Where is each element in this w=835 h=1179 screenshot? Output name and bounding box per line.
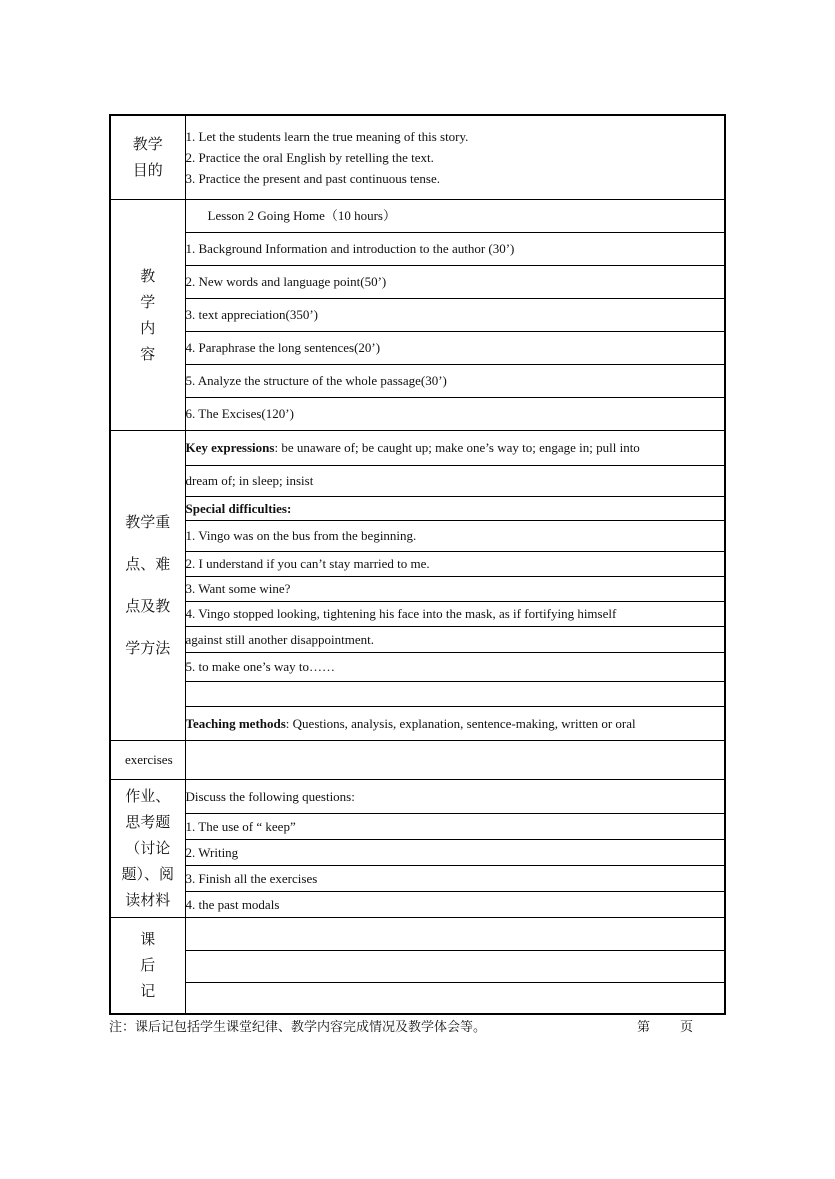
content-item: 5. Analyze the structure of the whole passage(30’): [185, 364, 725, 397]
difficulty-item: 1. Vingo was on the bus from the beginning.: [185, 520, 725, 551]
difficulty-item: 4. Vingo stopped looking, tightening his face into the mask, as if fortifying himself: [185, 601, 725, 626]
homework-item: 4. the past modals: [185, 891, 725, 917]
afterword-label: 课 后 记: [110, 917, 185, 1014]
key-expressions-title: Key expressions: [185, 440, 275, 455]
key-expressions-continued: dream of; in sleep; insist: [185, 465, 725, 496]
key-expressions: [185, 430, 725, 465]
page-number-prefix: 第: [637, 1020, 651, 1035]
objective-item: 3. Practice the present and past continuous tense.: [185, 170, 441, 186]
empty-cell: [185, 681, 725, 706]
content-header: Lesson 2 Going Home（10 hours）: [185, 199, 725, 232]
difficulty-item: 2. I understand if you can’t stay married to me.: [185, 551, 725, 576]
homework-label: 作业、 思考题 （讨论 题）、阅 读材料: [110, 779, 185, 917]
difficulty-item: 3. Want some wine?: [185, 576, 725, 601]
content-row: [110, 199, 725, 232]
key-points-row: [110, 430, 725, 465]
difficulty-item-continued: against still another disappointment.: [185, 626, 725, 652]
homework-item: 2. Writing: [185, 839, 725, 865]
teaching-methods-continued: exercises: [110, 740, 185, 779]
homework-item: 1. The use of “ keep”: [185, 813, 725, 839]
afterword-line: [185, 982, 725, 1014]
teaching-methods-text: : Questions, analysis, explanation, sentence-making, written or oral: [285, 715, 636, 731]
afterword-line: [185, 917, 725, 950]
footer-note: 注：课后记包括学生课堂纪律、教学内容完成情况及教学体会等。: [109, 1020, 487, 1035]
key-expressions-text: : be unaware of; be caught up; make one’s way to; engage in; pull into: [274, 440, 640, 455]
objectives-label: 教学 目的: [110, 115, 185, 199]
objectives-row: [110, 115, 725, 199]
afterword-line: [185, 950, 725, 982]
content-item: 1. Background Information and introduction to the author (30’): [185, 232, 725, 265]
objective-item: 2. Practice the oral English by retelling the text.: [185, 149, 434, 165]
teaching-methods: [185, 706, 725, 740]
page-number-suffix: 页: [680, 1020, 694, 1035]
difficulty-item: 5. to make one’s way to……: [185, 652, 725, 681]
content-item: 6. The Excises(120’): [185, 397, 725, 430]
homework-intro: Discuss the following questions:: [185, 779, 725, 813]
content-item: 3. text appreciation(350’): [185, 298, 725, 331]
key-points-label: 教学重 点、难 点及教 学方法: [110, 430, 185, 740]
content-item: 4. Paraphrase the long sentences(20’): [185, 331, 725, 364]
homework-item: 3. Finish all the exercises: [185, 865, 725, 891]
content-label: 教 学 内 容: [110, 199, 185, 430]
objective-item: 1. Let the students learn the true meaning of this story.: [185, 128, 469, 144]
special-difficulties-title: Special difficulties:: [185, 496, 725, 520]
content-item: 2. New words and language point(50’): [185, 265, 725, 298]
homework-row: [110, 779, 725, 813]
objectives-list: [185, 115, 725, 199]
lesson-plan-table: [109, 114, 726, 1015]
teaching-methods-title: Teaching methods: [185, 715, 286, 731]
afterword-row: [110, 917, 725, 950]
